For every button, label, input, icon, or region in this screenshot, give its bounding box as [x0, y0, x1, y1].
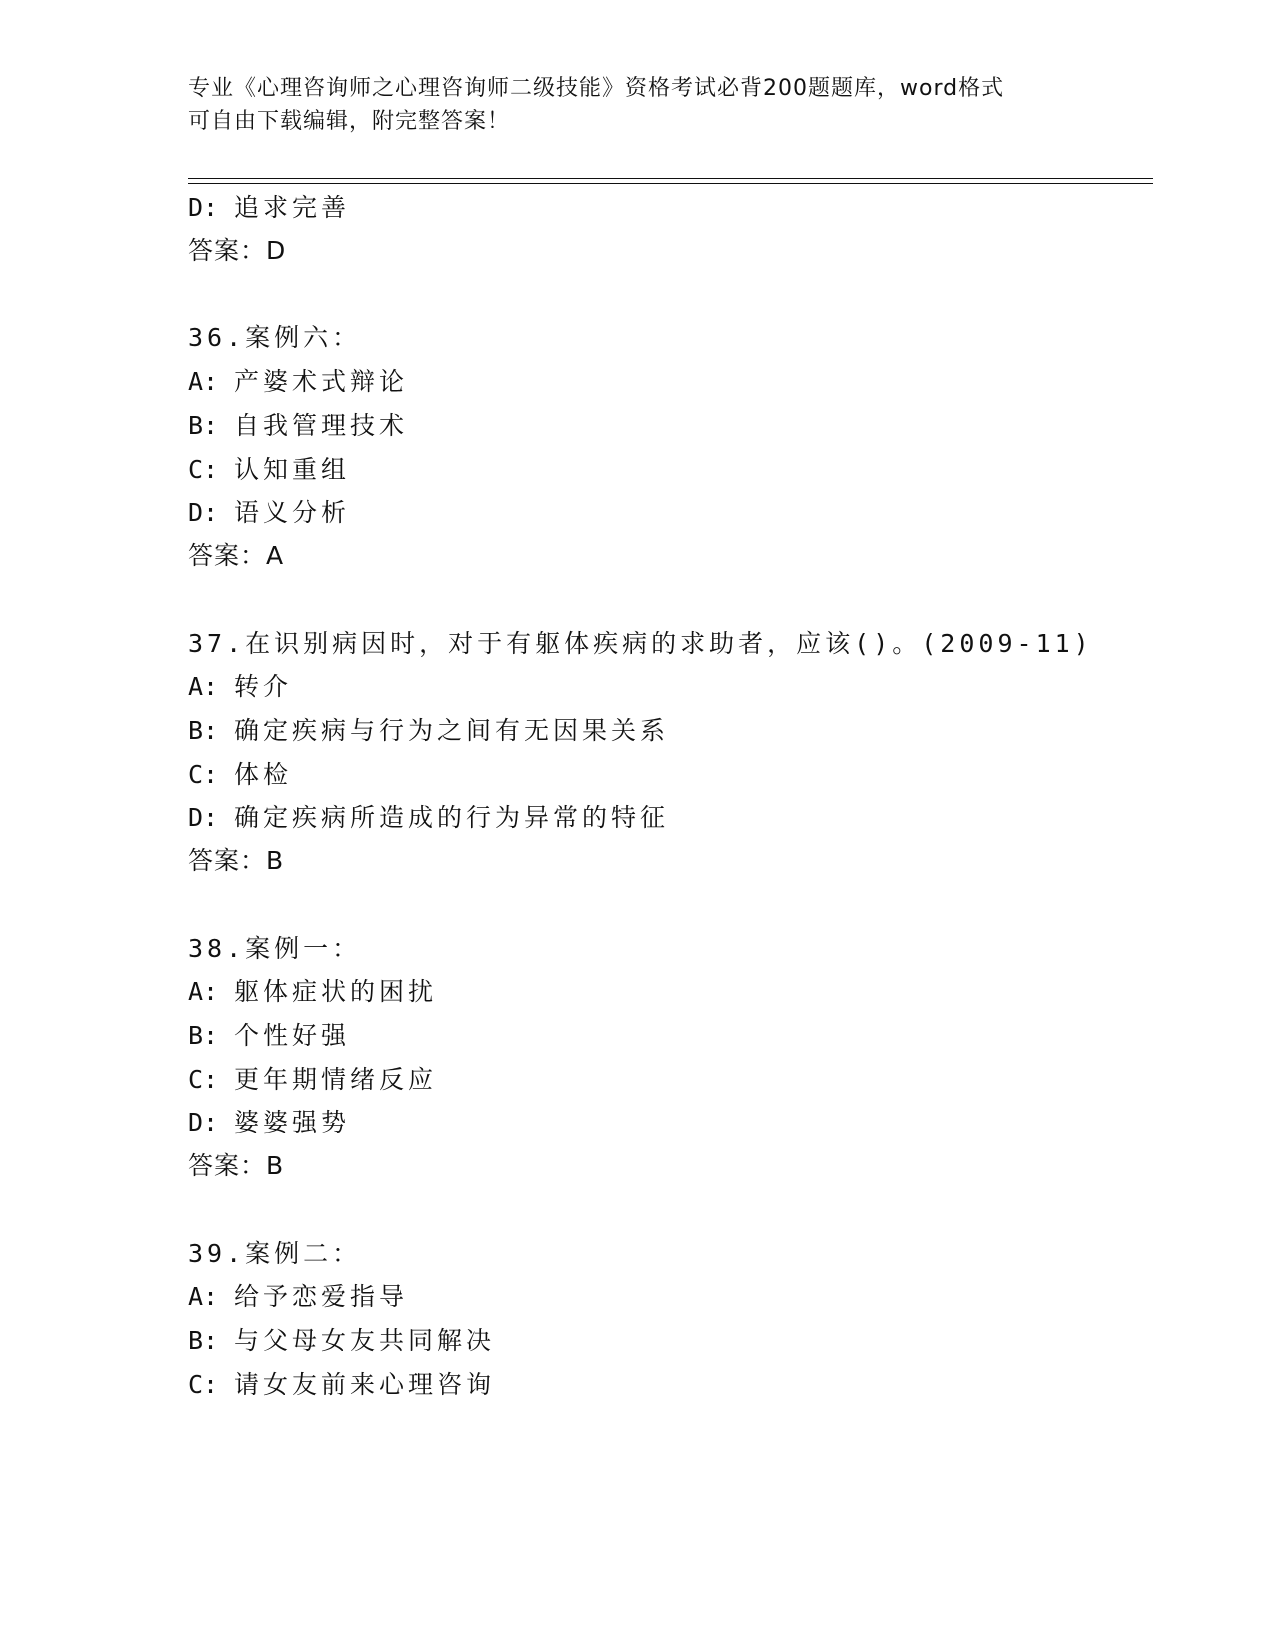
option-c [188, 760, 292, 790]
option-text: 转介 [234, 672, 293, 701]
option-label: C: [188, 760, 219, 789]
option-text: 确定疾病与行为之间有无因果关系 [234, 716, 670, 745]
option-text: 产婆术式辩论 [234, 367, 409, 396]
option-text: 躯体症状的困扰 [234, 977, 438, 1006]
option-label: B: [188, 716, 219, 745]
option-a [188, 672, 292, 702]
option-label: B: [188, 1326, 219, 1355]
option-text: 自我管理技术 [234, 411, 409, 440]
option-a [188, 367, 408, 397]
option-b [188, 716, 669, 746]
option-label: C: [188, 1065, 219, 1094]
option-label: B: [188, 411, 219, 440]
option-label: D: [188, 193, 219, 222]
option-text: 认知重组 [234, 455, 351, 484]
option-d [188, 1108, 350, 1138]
option-a [188, 1282, 408, 1312]
option-label: A: [188, 1282, 219, 1311]
option-label: C: [188, 455, 219, 484]
option-label: D: [188, 1108, 219, 1137]
option-text: 婆婆强势 [234, 1108, 351, 1137]
answer: 答案：B [188, 846, 285, 875]
option-label: D: [188, 803, 219, 832]
option-b [188, 411, 408, 441]
option-text: 给予恋爱指导 [234, 1282, 409, 1311]
header-line-1: 专业《心理咨询师之心理咨询师二级技能》资格考试必背200题题库，word格式 [188, 76, 1005, 101]
header-line-2: 可自由下载编辑，附完整答案！ [188, 109, 511, 134]
question-stem: 37.在识别病因时，对于有躯体疾病的求助者，应该()。(2009-11) [188, 629, 1093, 658]
option-c [188, 1065, 437, 1095]
question-stem: 39.案例二： [188, 1239, 362, 1268]
option-text: 确定疾病所造成的行为异常的特征 [234, 803, 670, 832]
option-text: 与父母女友共同解决 [234, 1326, 496, 1355]
option-d [188, 193, 350, 223]
option-text: 请女友前来心理咨询 [234, 1370, 496, 1399]
option-label: A: [188, 672, 219, 701]
answer: 答案：A [188, 541, 285, 570]
option-label: A: [188, 367, 219, 396]
option-label: C: [188, 1370, 219, 1399]
option-text: 体检 [234, 760, 293, 789]
option-label: D: [188, 498, 219, 527]
option-d [188, 803, 669, 833]
header-divider-top [188, 178, 1153, 179]
option-text: 语义分析 [234, 498, 351, 527]
option-text: 更年期情绪反应 [234, 1065, 438, 1094]
answer: 答案：D [188, 236, 287, 265]
option-c [188, 1370, 495, 1400]
option-b [188, 1326, 495, 1356]
option-label: B: [188, 1021, 219, 1050]
header-divider-bottom [188, 183, 1153, 184]
option-c [188, 455, 350, 485]
question-stem: 36.案例六： [188, 323, 362, 352]
option-text: 个性好强 [234, 1021, 351, 1050]
option-label: A: [188, 977, 219, 1006]
document-header [188, 72, 1088, 138]
option-a [188, 977, 437, 1007]
option-d [188, 498, 350, 528]
option-b [188, 1021, 350, 1051]
option-text: 追求完善 [234, 193, 351, 222]
answer: 答案：B [188, 1151, 285, 1180]
question-stem: 38.案例一： [188, 934, 362, 963]
